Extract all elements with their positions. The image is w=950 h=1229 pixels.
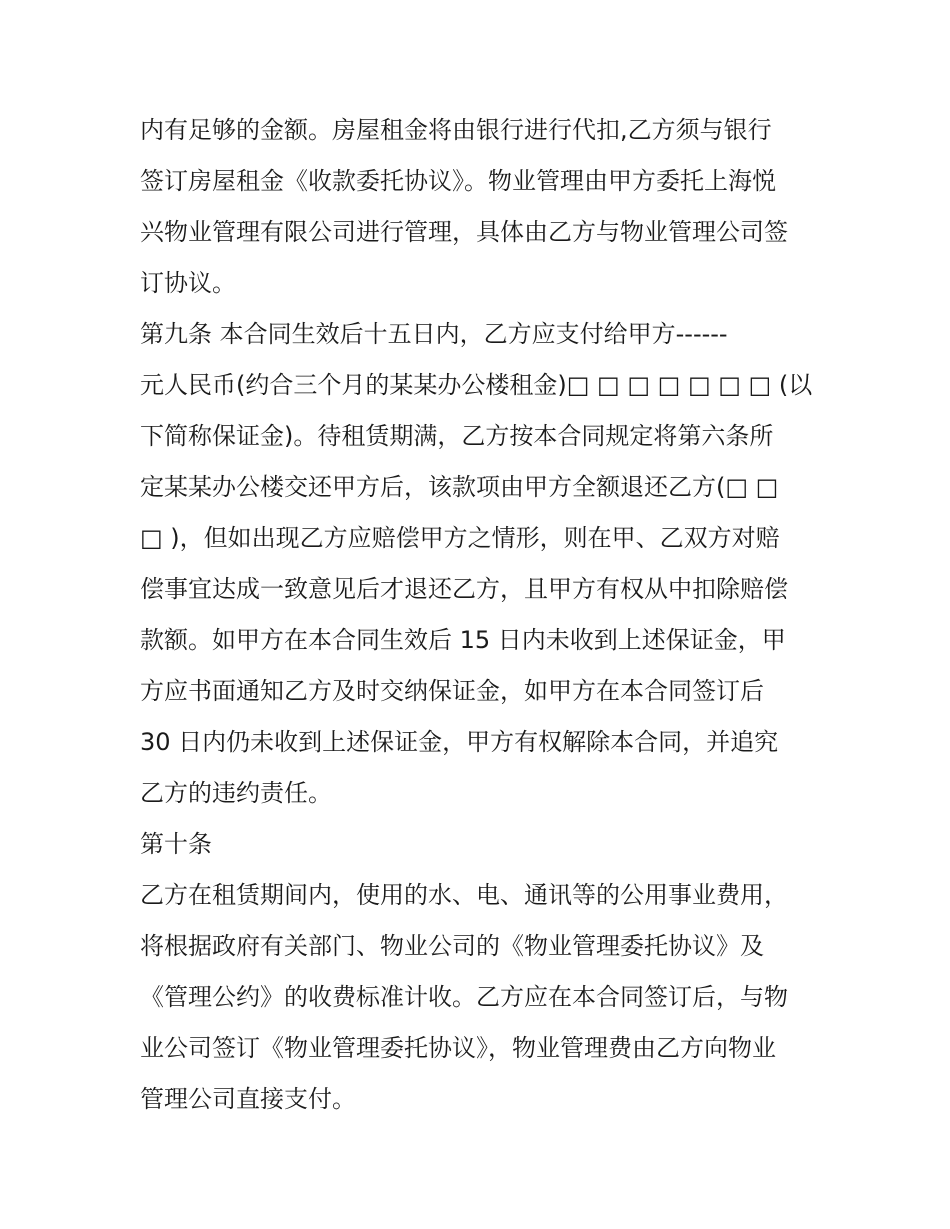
text-line: 管理公司直接支付。 [140, 1085, 356, 1113]
text-line: 乙方在租赁期间内，使用的水、电、通讯等的公用事业费用， [140, 881, 788, 909]
article-heading-9: 第九条 本合同生效后十五日内，乙方应支付给甲方------ [140, 320, 728, 348]
text-line: 元人民币(约合三个月的某某办公楼租金)□ □ □ □ □ □ □ (以 [140, 371, 813, 399]
text-line: □ )，但如出现乙方应赔偿甲方之情形，则在甲、乙双方对赔 [140, 524, 780, 552]
text-line: 订协议。 [140, 269, 236, 297]
text-line: 《管理公约》的收费标准计收。乙方应在本合同签订后，与物 [140, 983, 788, 1011]
article-heading-10: 第十条 [140, 830, 212, 858]
text-line: 30 日内仍未收到上述保证金，甲方有权解除本合同，并追究 [140, 728, 779, 756]
text-line: 偿事宜达成一致意见后才退还乙方，且甲方有权从中扣除赔偿 [140, 575, 788, 603]
text-line: 业公司签订《物业管理委托协议》，物业管理费由乙方向物业 [140, 1034, 776, 1062]
text-line: 定某某办公楼交还甲方后，该款项由甲方全额退还乙方(□ □ [140, 473, 779, 501]
text-line: 款额。如甲方在本合同生效后 15 日内未收到上述保证金，甲 [140, 626, 786, 654]
text-line: 内有足够的金额。房屋租金将由银行进行代扣,乙方须与银行 [140, 116, 772, 144]
text-line: 下简称保证金)。待租赁期满，乙方按本合同规定将第六条所 [140, 422, 774, 450]
text-line: 兴物业管理有限公司进行管理，具体由乙方与物业管理公司签 [140, 218, 788, 246]
text-line: 方应书面通知乙方及时交纳保证金，如甲方在本合同签订后 [140, 677, 764, 705]
text-line: 乙方的违约责任。 [140, 779, 332, 807]
text-line: 将根据政府有关部门、物业公司的《物业管理委托协议》及 [140, 932, 764, 960]
text-line: 签订房屋租金《收款委托协议》。物业管理由甲方委托上海悦 [140, 167, 776, 195]
